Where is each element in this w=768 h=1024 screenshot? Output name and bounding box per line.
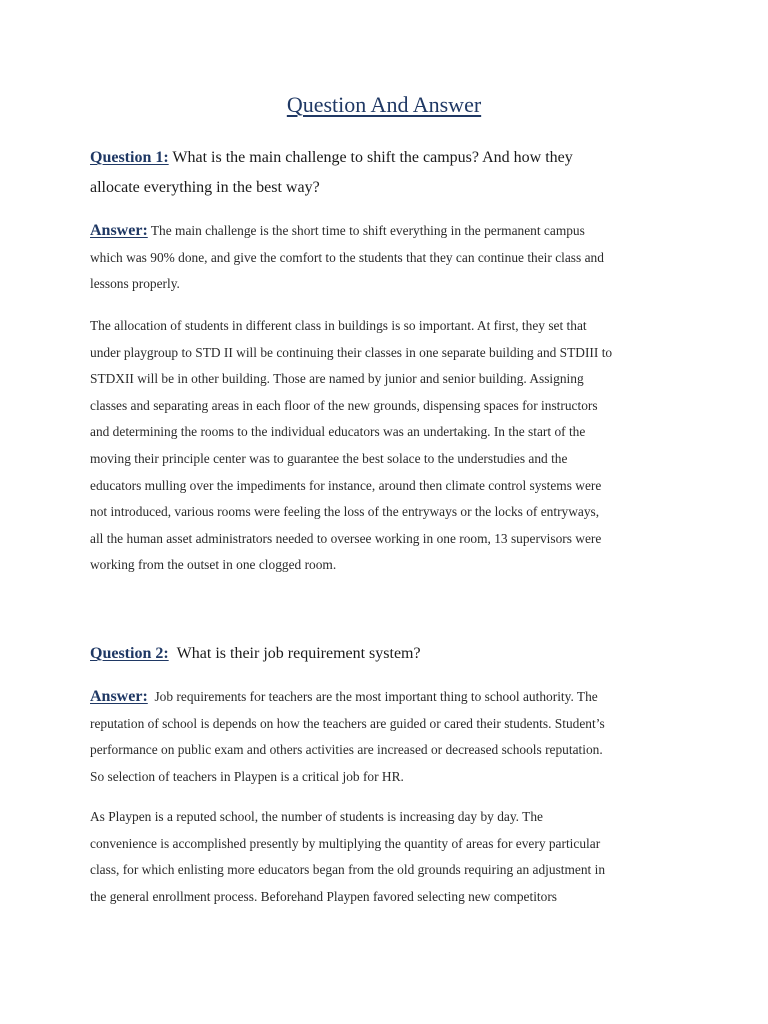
answer-1-p1-line-3: lessons properly. (90, 276, 180, 292)
answer-1-p2-line-2: under playgroup to STD II will be continuing their classes in one separate building and STDIII to (90, 344, 613, 360)
answer-2-p2-line-1: As Playpen is a reputed school, the number of students is increasing day by day. The (90, 809, 543, 824)
answer-2-paragraph-2 (90, 804, 690, 910)
answer-1-label: Answer: (90, 222, 148, 239)
answer-1-p2-line-1: The allocation of students in different class in buildings is so important. At first, they set that (90, 318, 587, 333)
question-1-text-line-1: What is the main challenge to shift the campus? And how they (172, 149, 573, 166)
answer-2-p1-line-3: performance on public exam and others activities are increased or decreased schools reputation. (90, 742, 603, 758)
page-title: Question And Answer (286, 92, 482, 117)
answer-2-p1-line-4: So selection of teachers in Playpen is a critical job for HR. (90, 768, 404, 784)
question-1-text-line-2: allocate everything in the best way? (90, 179, 320, 196)
answer-1-p2-line-6: moving their principle center was to guarantee the best solace to the understudies and the (90, 450, 568, 466)
answer-1-p2-line-8: not introduced, various rooms were feeling the loss of the entryways or the locks of entryways, (90, 504, 600, 520)
question-2-label: Question 2: (90, 645, 169, 662)
answer-2-p1-line-2: reputation of school is depends on how the teachers are guided or cared their students. Student’s (90, 715, 605, 731)
answer-1-p2-line-10: working from the outset in one clogged room. (90, 557, 337, 573)
answer-2-p2-line-3: class, for which enlisting more educators began from the old grounds requiring an adjustment in (90, 862, 606, 878)
answer-1-p2-line-3: STDXII will be in other building. Those are named by junior and senior building. Assigning (90, 371, 584, 387)
answer-2-p2-line-2: convenience is accomplished presently by multiplying the quantity of areas for every particular (90, 835, 601, 851)
answer-2 (90, 684, 690, 790)
question-2-text: What is their job requirement system? (176, 645, 421, 662)
answer-1-p2-line-7: educators mulling over the impediments for instance, around then climate control systems were (90, 477, 602, 493)
answer-1-p1-line-2: which was 90% done, and give the comfort to the students that they can continue their class and (90, 249, 604, 265)
answer-1 (90, 218, 690, 298)
question-1 (90, 143, 690, 203)
answer-2-label: Answer: (90, 688, 148, 705)
answer-2-p1-line-1: Job requirements for teachers are the most important thing to school authority. The (154, 689, 598, 704)
answer-1-paragraph-1 (90, 218, 690, 298)
answer-1-paragraph-2 (90, 313, 690, 579)
question-2 (90, 639, 690, 669)
answer-2-p2-line-4: the general enrollment process. Beforehand Playpen favored selecting new competitors (90, 888, 558, 904)
answer-2-paragraph-1 (90, 684, 690, 790)
question-1-label: Question 1: (90, 149, 169, 166)
answer-1-p2-line-4: classes and separating areas in each floor of the new grounds, dispensing spaces for instructors (90, 397, 598, 413)
answer-1-p2-line-9: all the human asset administrators needed to oversee working in one room, 13 supervisors were (90, 530, 602, 546)
answer-1-p2-line-5: and determining the rooms to the individual educators was an undertaking. In the start of the (90, 424, 586, 440)
answer-1-p1-line-1: The main challenge is the short time to shift everything in the permanent campus (150, 223, 585, 238)
